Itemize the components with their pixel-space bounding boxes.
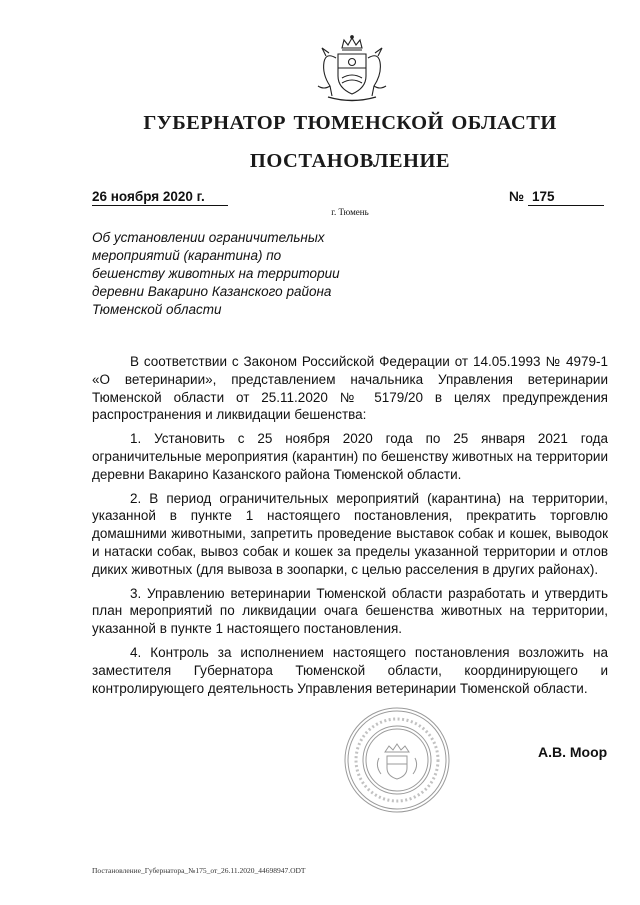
number-sign: № (509, 189, 525, 204)
subject-line: Тюменской области (92, 302, 222, 317)
issue-city: г. Тюмень (331, 207, 369, 217)
preamble-paragraph: В соответствии с Законом Российской Федерации от 14.05.1993 № 4979-1 «О ветеринарии», представлением начальника Управления ветеринарии Тюменской области от 25.11.2020 № 5179/20 в целях предупреждения распространения и ликвидации бешенства: (92, 354, 608, 423)
document-number: 175 (528, 188, 604, 206)
subject-line: мероприятий (карантина) по (92, 248, 282, 263)
document-date: 26 ноября 2020 г. (92, 188, 228, 206)
document-type: ПОСТАНОВЛЕНИЕ (249, 150, 451, 172)
issuing-authority: ГУБЕРНАТОР ТЮМЕНСКОЙ ОБЛАСТИ (143, 112, 557, 134)
item-paragraph: 1. Установить с 25 ноября 2020 года по 25 января 2021 года ограничительные мероприятия (карантин) по бешенству животных на территории деревни Вакарино Казанского района Тюменской области. (92, 431, 608, 482)
official-seal-icon (343, 706, 451, 814)
coat-of-arms-icon (302, 34, 402, 104)
item-paragraph: 2. В период ограничительных мероприятий (карантина) на территории, указанной в пункте 1 настоящего постановления, прекратить торговлю домашними животными, запретить проведение выставок собак и кошек, выводок и натаски собак, вывоз собак и кошек за пределы указанной территории и отлов диких животных (для вывоза в зоопарки, с целью расселения в других районах). (92, 490, 608, 577)
subject-line: бешенству животных на территории (92, 266, 340, 281)
document-body (92, 353, 608, 703)
subject-line: деревни Вакарино Казанского района (92, 284, 332, 299)
signatory-name: А.В. Моор (538, 744, 608, 760)
item-paragraph: 3. Управлению ветеринарии Тюменской области разработать и утвердить план мероприятий по ликвидации очага бешенства животных на территории, указанной в пункте 1 настоящего постановления. (92, 585, 608, 637)
item-paragraph: 4. Контроль за исполнением настоящего постановления возложить на заместителя Губернатора Тюменской области, координирующего и контролирующего деятельность Управления ветеринарии Тюменской области. (92, 644, 608, 696)
footer-filename: Постановление_Губернатора_№175_от_26.11.2020_44698947.ODT (92, 866, 306, 875)
subject-line: Об установлении ограничительных (92, 230, 325, 245)
document-subject (92, 229, 372, 319)
